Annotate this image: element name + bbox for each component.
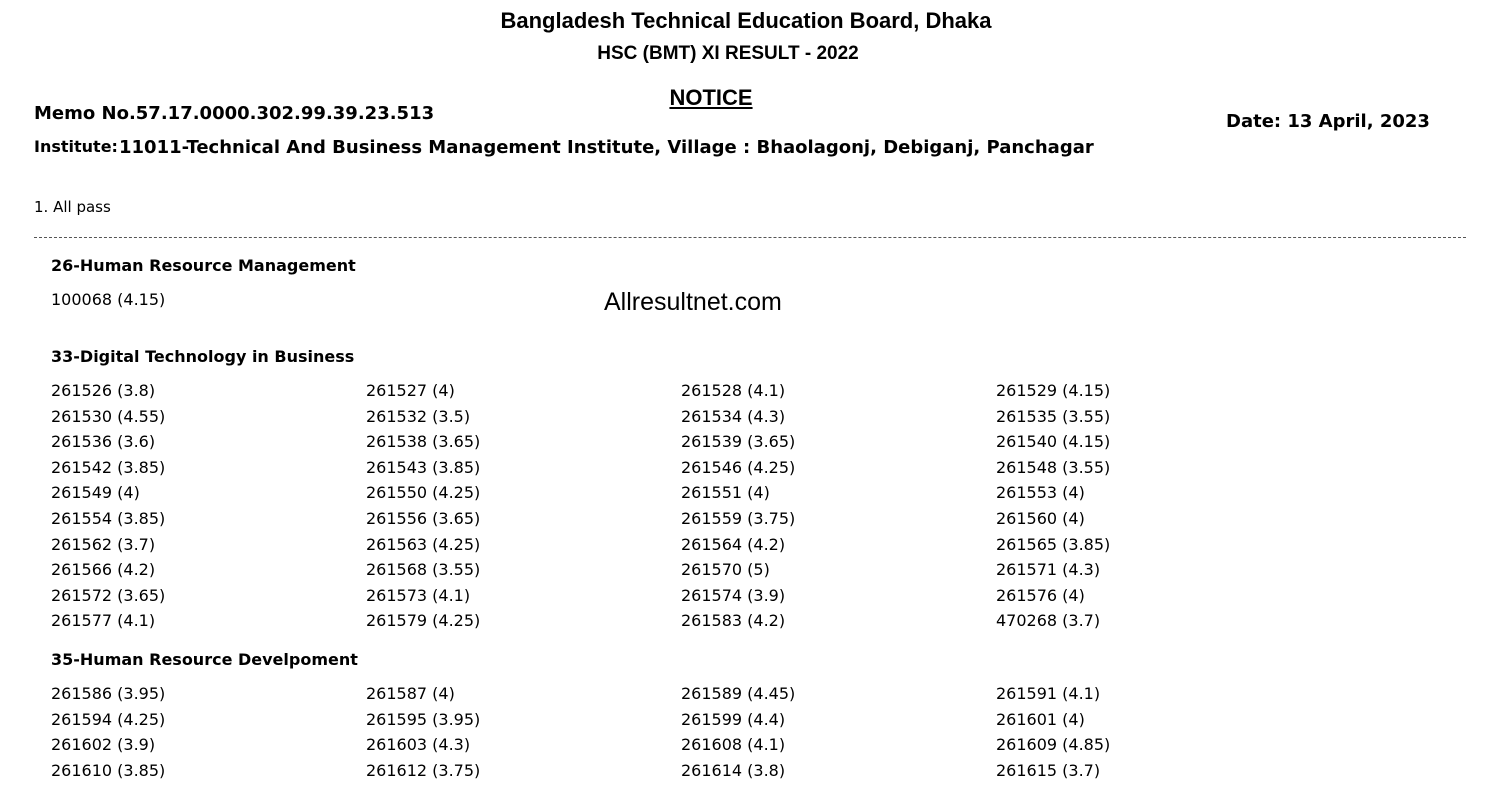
result-entry: 261572 (3.65) [51,585,166,605]
result-entry: 261553 (4) [996,483,1085,503]
section-title: 33-Digital Technology in Business [51,347,355,366]
result-entry: 261608 (4.1) [681,735,786,755]
result-entry: 261612 (3.75) [366,760,481,780]
memo-number: Memo No.57.17.0000.302.99.39.23.513 [34,103,435,124]
result-entry: 261599 (4.4) [681,709,786,729]
result-entry: 470268 (3.7) [996,611,1101,631]
section-title: 35-Human Resource Develpoment [51,650,358,669]
divider [34,237,1466,238]
result-entry: 261563 (4.25) [366,534,481,554]
result-entry: 261535 (3.55) [996,406,1111,426]
result-entry: 261577 (4.1) [51,611,156,631]
institute-label: Institute: [34,137,118,156]
result-entry: 261548 (3.55) [996,457,1111,477]
board-title: Bangladesh Technical Education Board, Dhaka [500,8,992,33]
result-entry: 261565 (3.85) [996,534,1111,554]
result-entry: 261589 (4.45) [681,684,796,703]
result-entry: 261534 (4.3) [681,406,786,426]
result-entry: 261614 (3.8) [681,760,786,780]
result-entry: 261539 (3.65) [681,432,796,452]
result-entry: 261566 (4.2) [51,560,156,580]
result-entry: 261549 (4) [51,483,140,503]
section-title: 26-Human Resource Management [51,256,356,275]
watermark: Allresultnet.com [604,288,782,316]
result-entry: 261568 (3.55) [366,560,481,580]
result-entry: 261551 (4) [681,483,770,503]
result-entry: 261526 (3.8) [51,381,156,400]
result-entry: 261530 (4.55) [51,406,166,426]
result-entry: 100068 (4.15) [51,290,166,309]
result-entry: 261543 (3.85) [366,457,481,477]
result-entry: 261609 (4.85) [996,735,1111,755]
result-entry: 261602 (3.9) [51,735,156,755]
result-entry: 261610 (3.85) [51,760,166,780]
result-entry: 261529 (4.15) [996,381,1111,400]
result-entry: 261540 (4.15) [996,432,1111,452]
result-entry: 261528 (4.1) [681,381,786,400]
result-entry: 261527 (4) [366,381,455,400]
result-entry: 261587 (4) [366,684,455,703]
result-entry: 261542 (3.85) [51,457,166,477]
results-grid [51,380,1311,636]
result-entry: 261573 (4.1) [366,585,471,605]
result-entry: 261586 (3.95) [51,684,166,703]
result-entry: 261594 (4.25) [51,709,166,729]
result-entry: 261532 (3.5) [366,406,471,426]
result-entry: 261574 (3.9) [681,585,786,605]
result-entry: 261576 (4) [996,585,1085,605]
institute-name: 11011-Technical And Business Management Institute, Village : Bhaolagonj, Debiganj, Panchagar [119,137,1094,158]
result-entry: 261538 (3.65) [366,432,481,452]
result-entry: 261571 (4.3) [996,560,1101,580]
pass-note: 1. All pass [34,198,111,216]
result-entry: 261554 (3.85) [51,508,166,528]
result-entry: 261591 (4.1) [996,684,1101,703]
notice-date: Date: 13 April, 2023 [1226,111,1430,132]
result-entry: 261536 (3.6) [51,432,156,452]
result-entry: 261559 (3.75) [681,508,796,528]
exam-title: HSC (BMT) XI RESULT - 2022 [597,43,859,64]
result-entry: 261579 (4.25) [366,611,481,631]
result-entry: 261564 (4.2) [681,534,786,554]
result-entry: 261556 (3.65) [366,508,481,528]
result-entry: 261550 (4.25) [366,483,481,503]
result-entry: 261560 (4) [996,508,1085,528]
results-grid [51,683,1311,785]
notice-heading: NOTICE [669,85,753,110]
result-entry: 261562 (3.7) [51,534,156,554]
result-entry: 261546 (4.25) [681,457,796,477]
result-entry: 261583 (4.2) [681,611,786,631]
result-entry: 261595 (3.95) [366,709,481,729]
result-entry: 261570 (5) [681,560,770,580]
result-entry: 261603 (4.3) [366,735,471,755]
result-entry: 261615 (3.7) [996,760,1101,780]
result-entry: 261601 (4) [996,709,1085,729]
